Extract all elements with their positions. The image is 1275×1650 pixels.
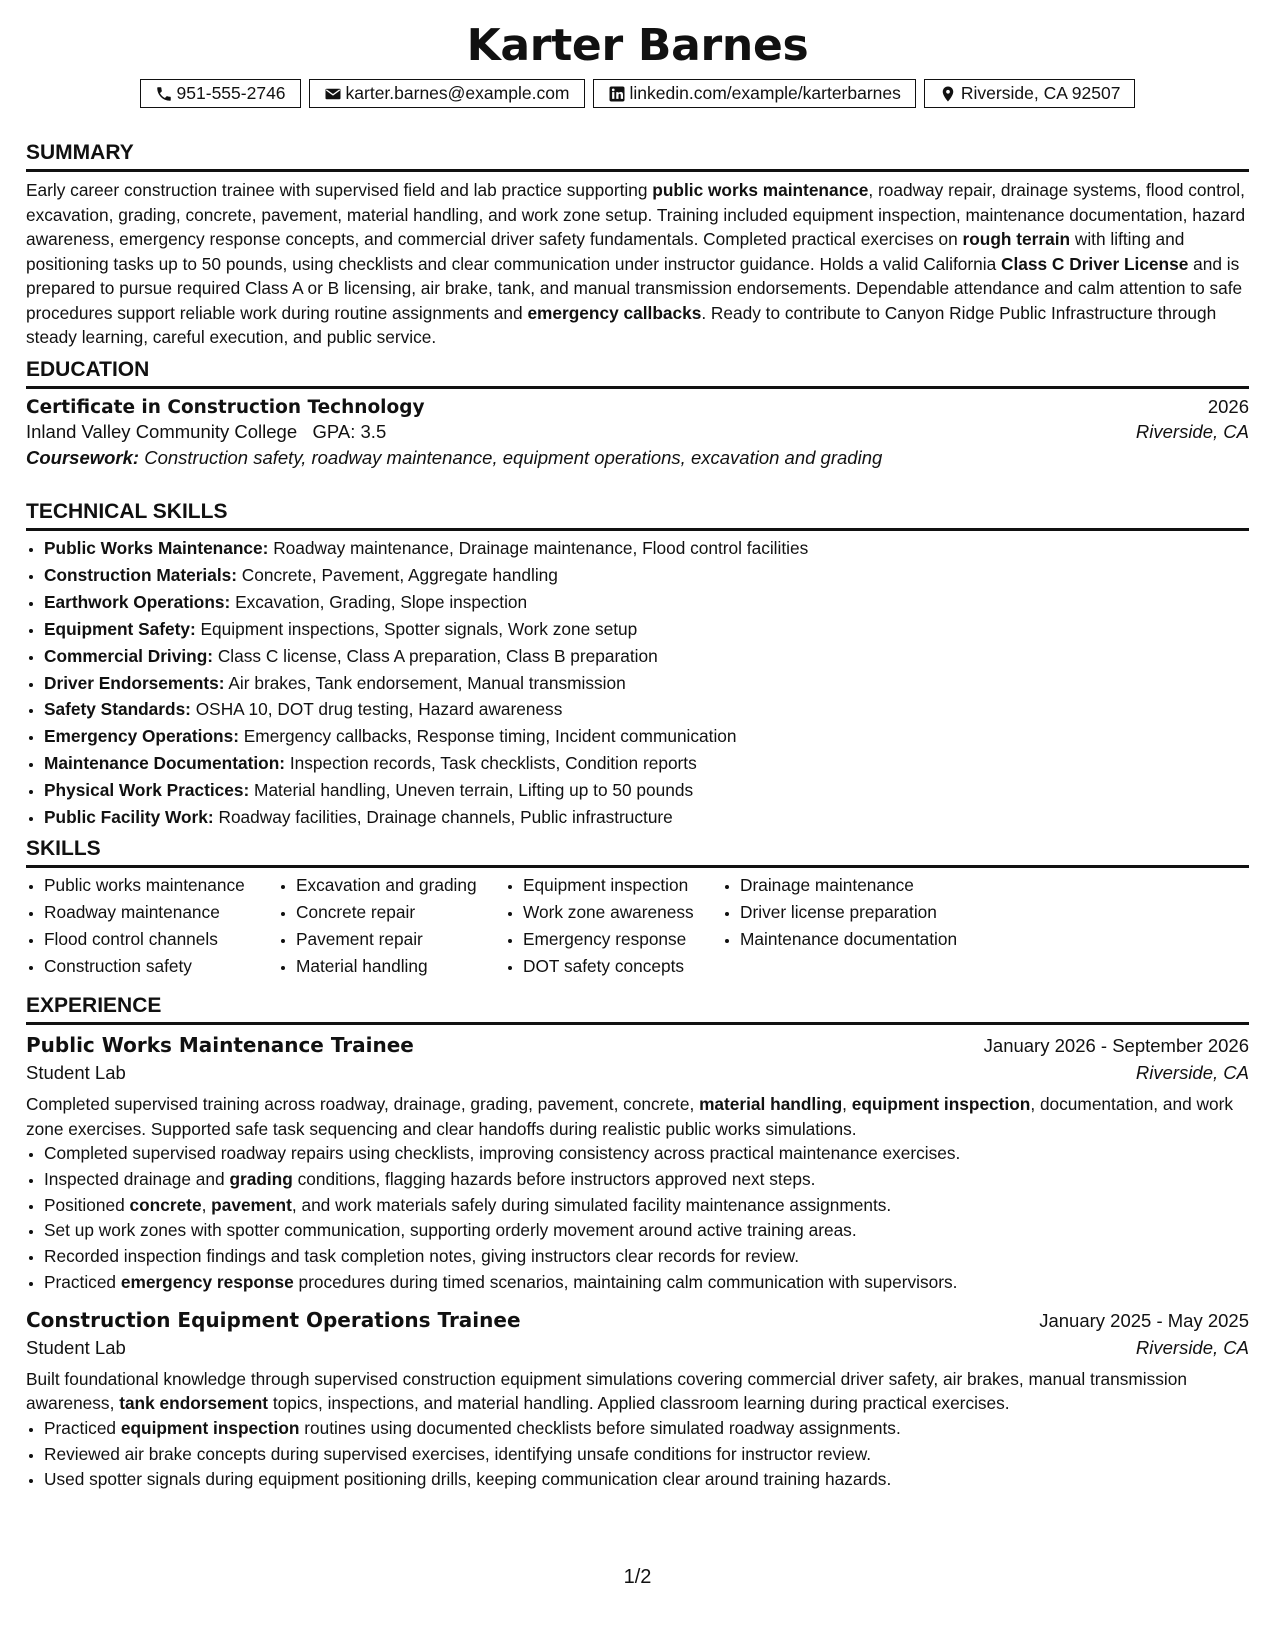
job-bullet-text: Positioned [44, 1194, 130, 1215]
experience-section [26, 994, 1249, 1493]
technical-skill-label: Earthwork Operations: [44, 591, 231, 612]
summary-text: and is prepared to pursue required Class A or B licensing, air brake, tank, and manual transmission endorsements. Dependable attendance and calm attention to safe procedures support reliable work during routine assignments and [26, 253, 1243, 323]
technical-skill-label: Driver Endorsements: [44, 672, 225, 693]
technical-skill-item [44, 750, 1249, 777]
skill-item: • Pavement repair [296, 926, 505, 953]
skill-item: • Material handling [296, 953, 505, 980]
section-title: SKILLS [26, 837, 1249, 868]
technical-skill-item [44, 616, 1249, 643]
page-number: 1/2 [623, 1566, 652, 1588]
job-summary-bold: material handling [699, 1094, 843, 1114]
linkedin-icon [608, 85, 626, 103]
job-bullet-text: procedures during timed scenarios, maintaining calm communication with supervisors. [293, 1271, 958, 1292]
phone-icon [155, 85, 173, 103]
resume-page [26, 0, 1249, 1650]
candidate-name: Karter Barnes [466, 20, 809, 71]
job-title: Construction Equipment Operations Trainee [26, 1307, 521, 1332]
technical-skill-label: Maintenance Documentation: [44, 753, 286, 774]
job-bullet-bold: equipment inspection [120, 1417, 300, 1438]
coursework-label: Coursework: [26, 447, 140, 468]
skills-column [26, 872, 278, 980]
technical-skill-text: Emergency callbacks, Response timing, Incident communication [238, 726, 737, 747]
technical-skill-text: OSHA 10, DOT drug testing, Hazard awareness [190, 699, 563, 720]
job-bullet-text: , [201, 1194, 212, 1215]
technical-skill-text: Roadway maintenance, Drainage maintenance, Flood control facilities [268, 538, 809, 558]
job-bullet-text: Reviewed air brake concepts during supervised exercises, identifying unsafe conditions for instructor review. [44, 1443, 872, 1464]
job-bullet [44, 1193, 1249, 1219]
technical-skill-item [44, 804, 1249, 831]
skill-item: • Concrete repair [296, 899, 505, 926]
school-line [26, 421, 386, 443]
summary-text: , roadway repair, drainage systems, flood control, excavation, grading, concrete, pavement, material handling, and work zone setup. Training included equipment inspection, maintenance documentation, hazard awareness, emergency response concepts, and commercial driver safety fundamentals. Completed practical exercises on [26, 180, 1246, 249]
job-summary-text: , documentation, and work zone exercises. Supported safe task sequencing and clear handoffs during realistic public works simulations. [26, 1094, 1234, 1139]
technical-skill-label: Emergency Operations: [44, 726, 239, 747]
job-summary-text: Completed supervised training across roadway, drainage, grading, pavement, concrete, [26, 1094, 700, 1114]
job-dates: January 2025 - May 2025 [1039, 1309, 1249, 1331]
job-bullet [44, 1141, 1249, 1167]
skills-section [26, 837, 1249, 980]
job-header-row [26, 1308, 1249, 1332]
technical-skill-label: Construction Materials: [44, 564, 237, 585]
technical-skill-label: Commercial Driving: [44, 645, 214, 666]
job-bullet-text: Inspected drainage and [44, 1168, 230, 1189]
summary-paragraph [26, 178, 1249, 350]
technical-skill-text: Roadway facilities, Drainage channels, Public infrastructure [213, 807, 673, 828]
job-bullet-text: Used spotter signals during equipment positioning drills, keeping communication clear around training hazards. [44, 1469, 892, 1490]
technical-skill-text: Air brakes, Tank endorsement, Manual transmission [224, 672, 626, 693]
job-bullet-text: Completed supervised roadway repairs using checklists, improving consistency across practical maintenance exercises. [44, 1143, 961, 1163]
skill-item: • Excavation and grading [296, 872, 505, 899]
technical-skills-list [26, 535, 1249, 831]
job-summary-bold: tank endorsement [119, 1393, 269, 1414]
job-bullet-text: Recorded inspection findings and task completion notes, giving instructors clear records for review. [44, 1246, 799, 1267]
education-header-row [26, 396, 1249, 418]
skills-column [278, 872, 505, 980]
contact-email[interactable] [309, 79, 585, 108]
job-bullet [44, 1218, 1249, 1244]
job-bullet [44, 1416, 1249, 1442]
envelope-icon [324, 85, 342, 103]
technical-skill-text: Inspection records, Task checklists, Condition reports [285, 753, 697, 774]
education-section [26, 358, 1249, 469]
contact-bar [26, 79, 1249, 108]
job-bullet [44, 1244, 1249, 1270]
skill-item: • Maintenance documentation [740, 926, 982, 953]
technical-skill-text: Concrete, Pavement, Aggregate handling [237, 564, 558, 585]
job-header-row [26, 1033, 1249, 1057]
section-title: EDUCATION [26, 358, 1249, 389]
technical-skill-item [44, 643, 1249, 670]
skills-column [722, 872, 982, 980]
job-summary [26, 1092, 1249, 1141]
summary-text: with lifting and positioning tasks up to 50 pounds, using checklists and clear communication under instructor guidance. Holds a valid California [26, 229, 1185, 274]
job-bullet [44, 1167, 1249, 1193]
section-title: SUMMARY [26, 141, 1249, 172]
job-bullets [26, 1416, 1249, 1493]
section-title: EXPERIENCE [26, 994, 1249, 1025]
technical-skill-text: Equipment inspections, Spotter signals, Work zone setup [195, 618, 638, 639]
job-location: Riverside, CA [1135, 1062, 1249, 1083]
job-bullet-text: Set up work zones with spotter communication, supporting orderly movement around active training areas. [44, 1220, 857, 1241]
skill-item: • Work zone awareness [523, 899, 722, 926]
job-bullet [44, 1270, 1249, 1296]
job-bullet [44, 1467, 1249, 1493]
job-org-row [26, 1337, 1249, 1359]
job-bullet-text: , and work materials safely during simulated facility maintenance assignments. [291, 1194, 892, 1215]
skill-item: • Roadway maintenance [44, 899, 278, 926]
summary-text: . Ready to contribute to Canyon Ridge Public Infrastructure through steady learning, careful execution, and public service. [26, 302, 1217, 347]
job-bullet-text: conditions, flagging hazards before instructors approved next steps. [292, 1168, 816, 1189]
job-bullet-bold: concrete [129, 1194, 202, 1215]
technical-skill-item [44, 696, 1249, 723]
job-bullet-bold: emergency response [120, 1271, 294, 1292]
technical-skill-text: Class C license, Class A preparation, Class B preparation [213, 645, 658, 666]
technical-skill-item [44, 535, 1249, 562]
job-organization: Student Lab [26, 1336, 126, 1358]
graduation-year: 2026 [1207, 396, 1249, 417]
school-name: Inland Valley Community College [26, 421, 298, 442]
skill-item: • Emergency response [523, 926, 722, 953]
summary-bold: emergency callbacks [527, 302, 702, 323]
summary-bold: public works maintenance [652, 180, 869, 200]
gpa: GPA: 3.5 [312, 421, 387, 442]
technical-skill-label: Equipment Safety: [44, 618, 196, 639]
summary-bold: Class C Driver License [1001, 253, 1189, 274]
technical-skill-item [44, 589, 1249, 616]
summary-bold: rough terrain [962, 229, 1071, 249]
job-org-row [26, 1062, 1249, 1084]
map-pin-icon [939, 85, 957, 103]
technical-skill-label: Public Facility Work: [44, 807, 214, 828]
contact-location [924, 79, 1136, 108]
skill-item: • Construction safety [44, 953, 278, 980]
job-summary-text: topics, inspections, and material handling. Applied classroom learning during practical exercises. [268, 1393, 1010, 1414]
technical-skill-text: Excavation, Grading, Slope inspection [230, 591, 528, 612]
school-location: Riverside, CA [1135, 421, 1249, 442]
job-dates: January 2026 - September 2026 [983, 1035, 1249, 1056]
technical-skill-label: Physical Work Practices: [44, 780, 250, 801]
technical-skill-item [44, 562, 1249, 589]
education-school-row [26, 421, 1249, 443]
job-entry [26, 1033, 1249, 1296]
skill-item: • DOT safety concepts [523, 953, 722, 980]
job-bullet-bold: grading [229, 1168, 293, 1189]
job-summary-bold: equipment inspection [851, 1094, 1031, 1114]
contact-location-text: Riverside, CA 92507 [960, 83, 1121, 103]
technical-skill-text: Material handling, Uneven terrain, Lifting up to 50 pounds [249, 780, 694, 801]
job-location: Riverside, CA [1135, 1336, 1249, 1358]
technical-skill-item [44, 777, 1249, 804]
job-summary-text: , [842, 1094, 852, 1114]
job-title: Public Works Maintenance Trainee [26, 1033, 414, 1057]
job-bullet-text: routines using documented checklists before simulated roadway assignments. [299, 1417, 901, 1438]
job-summary [26, 1367, 1249, 1416]
job-bullets [26, 1141, 1249, 1296]
technical-skill-label: Safety Standards: [44, 699, 191, 720]
degree: Certificate in Construction Technology [26, 397, 425, 418]
job-bullet-text: Practiced [44, 1417, 121, 1438]
summary-text: Early career construction trainee with supervised field and lab practice supporting [26, 180, 653, 200]
job-organization: Student Lab [26, 1062, 126, 1083]
contact-phone[interactable] [140, 79, 301, 108]
coursework [26, 447, 1249, 469]
job-bullet-bold: pavement [211, 1194, 292, 1215]
contact-phone-text: 951-555-2746 [176, 83, 286, 103]
coursework-text: Construction safety, roadway maintenance, equipment operations, excavation and grading [144, 447, 883, 468]
skill-item: • Flood control channels [44, 926, 278, 953]
contact-email-text: karter.barnes@example.com [345, 83, 570, 103]
experience-jobs [26, 1033, 1249, 1493]
skill-item: • Equipment inspection [523, 872, 722, 899]
skill-item: • Drainage maintenance [740, 872, 982, 899]
section-title: TECHNICAL SKILLS [26, 500, 1249, 531]
technical-skill-item [44, 670, 1249, 697]
technical-skills-section [26, 500, 1249, 831]
summary-section [26, 141, 1249, 350]
skills-column [505, 872, 722, 980]
technical-skill-label: Public Works Maintenance: [44, 538, 269, 558]
contact-linkedin[interactable] [593, 79, 916, 108]
job-bullet [44, 1442, 1249, 1468]
contact-linkedin-text: linkedin.com/example/karterbarnes [629, 83, 901, 103]
job-summary-text: Built foundational knowledge through supervised construction equipment simulations covering commercial driver safety, air brakes, manual transmission awareness, [26, 1368, 1187, 1414]
job-entry [26, 1308, 1249, 1493]
technical-skill-item [44, 723, 1249, 750]
skill-item: • Public works maintenance [44, 872, 278, 899]
skill-item: • Driver license preparation [740, 899, 982, 926]
job-bullet-text: Practiced [44, 1271, 121, 1292]
skills-grid [26, 872, 1249, 980]
